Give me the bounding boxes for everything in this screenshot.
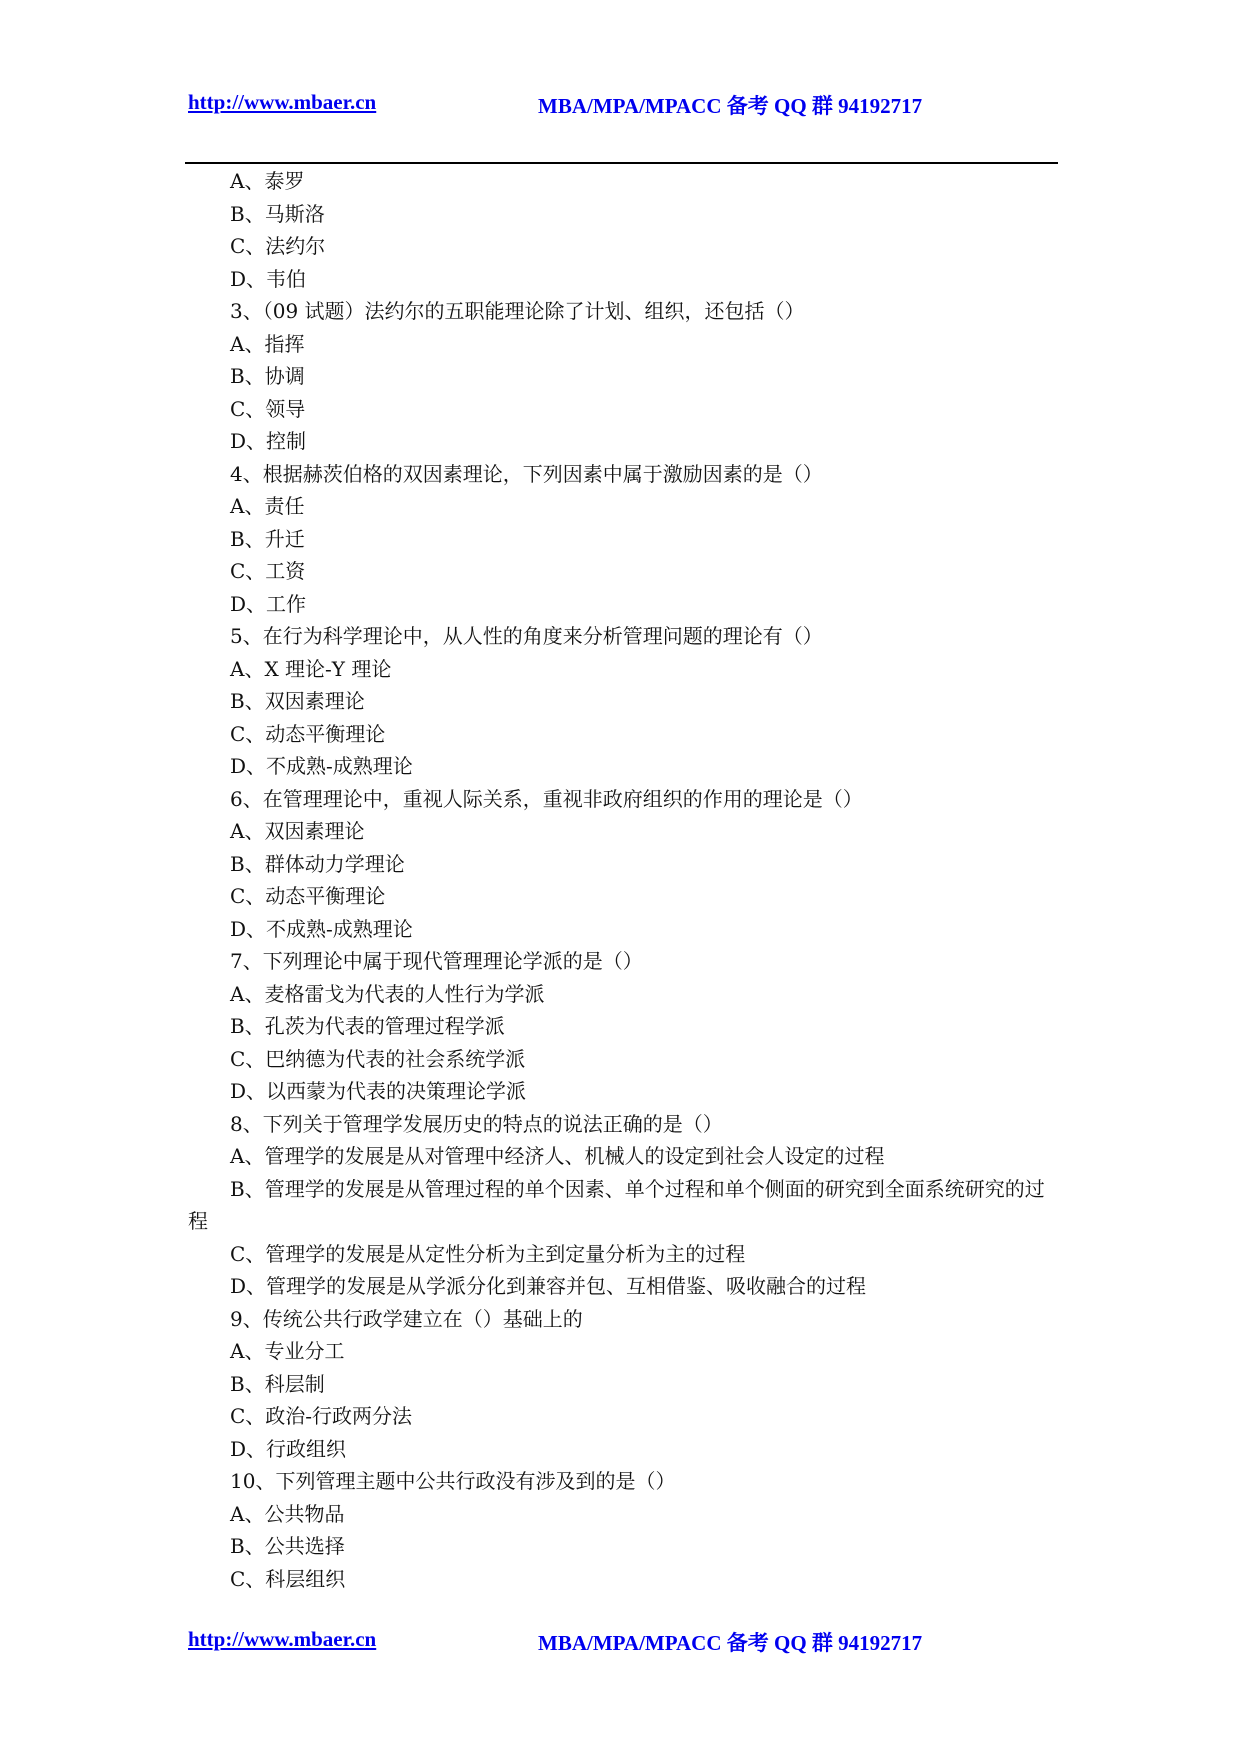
text-line: C、法约尔	[230, 234, 326, 258]
document-body	[188, 165, 1058, 1595]
text-line: B、孔茨为代表的管理过程学派	[230, 1014, 505, 1038]
header-divider	[185, 162, 1058, 164]
text-line: D、不成熟-成熟理论	[230, 916, 413, 941]
question-line: 9、传统公共行政学建立在（）基础上的	[230, 1306, 583, 1331]
question-line: 4、根据赫茨伯格的双因素理论，下列因素中属于激励因素的是（）	[230, 461, 823, 486]
text-line: C、科层组织	[230, 1566, 346, 1591]
text-line: B、公共选择	[230, 1534, 345, 1558]
text-line: C、领导	[230, 396, 306, 421]
page-footer	[188, 1627, 1058, 1657]
text-line: C、动态平衡理论	[230, 721, 386, 746]
text-line: A、指挥	[230, 331, 305, 356]
text-line: D、不成熟-成熟理论	[230, 754, 413, 778]
text-line: B、管理学的发展是从管理过程的单个因素、单个过程和单个侧面的研究到全面系统研究的过程	[188, 1176, 1045, 1233]
text-line: C、工资	[230, 559, 306, 583]
text-line: D、管理学的发展是从学派分化到兼容并包、互相借鉴、吸收融合的过程	[230, 1274, 867, 1298]
text-line: D、以西蒙为代表的决策理论学派	[230, 1079, 527, 1103]
text-line: C、动态平衡理论	[230, 884, 386, 908]
text-line: A、公共物品	[230, 1501, 345, 1526]
text-line: A、泰罗	[230, 169, 305, 193]
question-line: 3、（09 试题）法约尔的五职能理论除了计划、组织，还包括（）	[230, 299, 805, 323]
text-line: A、双因素理论	[230, 819, 365, 843]
text-line: B、马斯洛	[230, 201, 325, 226]
text-line: A、专业分工	[230, 1339, 345, 1363]
text-line: A、管理学的发展是从对管理中经济人、机械人的设定到社会人设定的过程	[230, 1144, 885, 1168]
question-line: 5、在行为科学理论中，从人性的角度来分析管理问题的理论有（）	[230, 624, 823, 648]
text-line: B、升迁	[230, 526, 305, 551]
text-line: B、群体动力学理论	[230, 851, 405, 876]
text-line: B、科层制	[230, 1371, 325, 1396]
text-line: D、控制	[230, 429, 307, 453]
text-line: A、责任	[230, 494, 305, 518]
footer-site-link[interactable]: http://www.mbaer.cn	[188, 1627, 377, 1651]
text-line: A、麦格雷戈为代表的人性行为学派	[230, 981, 545, 1006]
question-line: 6、在管理理论中，重视人际关系，重视非政府组织的作用的理论是（）	[230, 786, 863, 811]
question-line: 7、下列理论中属于现代管理理论学派的是（）	[230, 949, 643, 973]
text-line: C、巴纳德为代表的社会系统学派	[230, 1046, 526, 1071]
text-line: B、协调	[230, 364, 305, 388]
text-line: C、政治-行政两分法	[230, 1404, 413, 1428]
question-line: 10、下列管理主题中公共行政没有涉及到的是（）	[230, 1469, 676, 1493]
text-line: D、行政组织	[230, 1436, 347, 1461]
text-line: D、韦伯	[230, 266, 307, 291]
text-line: C、管理学的发展是从定性分析为主到定量分析为主的过程	[230, 1241, 746, 1266]
page-header	[188, 90, 1058, 120]
text-line: B、双因素理论	[230, 689, 365, 713]
header-site-link[interactable]: http://www.mbaer.cn	[188, 90, 377, 114]
footer-qq-group-note: MBA/MPA/MPACC 备考 QQ 群 94192717	[538, 1631, 923, 1655]
text-line: A、X 理论-Y 理论	[230, 656, 392, 681]
text-line: D、工作	[230, 591, 307, 616]
header-qq-group-note: MBA/MPA/MPACC 备考 QQ 群 94192717	[538, 94, 923, 118]
question-line: 8、下列关于管理学发展历史的特点的说法正确的是（）	[230, 1111, 723, 1136]
